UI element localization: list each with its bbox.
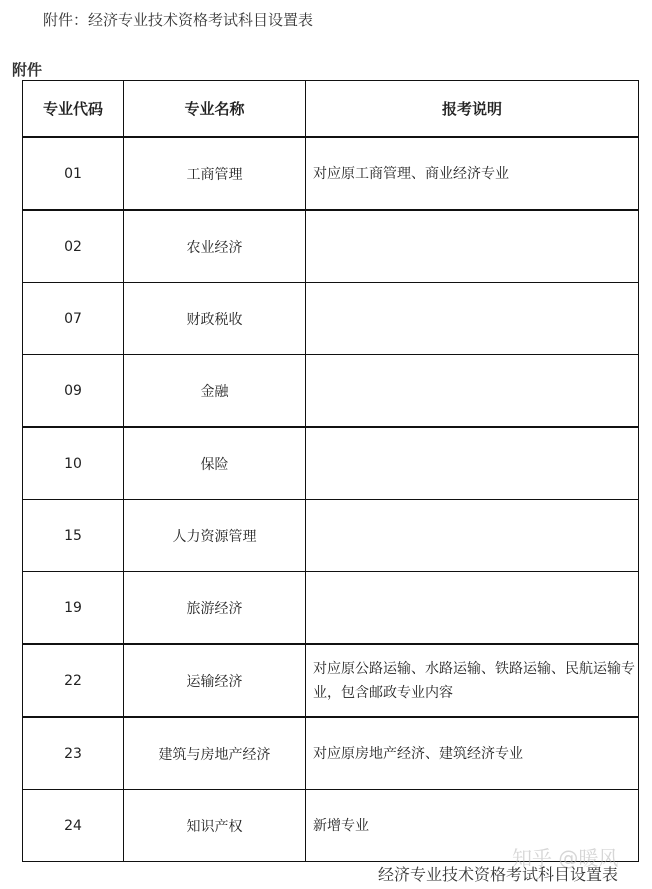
cell-code: 10 [23, 427, 124, 500]
cell-code: 07 [23, 283, 124, 355]
cell-name: 建筑与房地产经济 [124, 717, 306, 790]
cell-name: 知识产权 [124, 790, 306, 862]
cell-code: 24 [23, 790, 124, 862]
header-note: 报考说明 [306, 81, 639, 138]
table-row [23, 283, 639, 355]
cell-note: 对应原房地产经济、建筑经济专业 [306, 717, 639, 790]
table-row [23, 644, 639, 717]
table-row [23, 500, 639, 572]
table-caption: 经济专业技术资格考试科目设置表 [378, 865, 619, 884]
cell-note [306, 572, 639, 645]
cell-name: 金融 [124, 355, 306, 428]
cell-note [306, 500, 639, 572]
cell-name: 人力资源管理 [124, 500, 306, 572]
cell-name: 财政税收 [124, 283, 306, 355]
attachment-label: 附件 [12, 61, 43, 79]
subjects-table [22, 80, 639, 862]
cell-note [306, 355, 639, 428]
cell-name: 运输经济 [124, 644, 306, 717]
cell-name: 工商管理 [124, 137, 306, 210]
table-row [23, 717, 639, 790]
table-row [23, 427, 639, 500]
cell-code: 15 [23, 500, 124, 572]
table-row [23, 210, 639, 283]
table-row [23, 137, 639, 210]
table-row [23, 355, 639, 428]
cell-name: 保险 [124, 427, 306, 500]
watermark: 知乎 @暖风 [512, 846, 619, 870]
table-header-row [23, 81, 639, 138]
cell-note: 对应原工商管理、商业经济专业 [306, 137, 639, 210]
table-row [23, 572, 639, 645]
cell-code: 22 [23, 644, 124, 717]
cell-code: 02 [23, 210, 124, 283]
cell-note [306, 283, 639, 355]
cell-note [306, 210, 639, 283]
cell-note: 新增专业 [306, 790, 639, 862]
header-name: 专业名称 [124, 81, 306, 138]
cell-code: 23 [23, 717, 124, 790]
document-title: 附件：经济专业技术资格考试科目设置表 [43, 11, 314, 29]
cell-name: 农业经济 [124, 210, 306, 283]
cell-name: 旅游经济 [124, 572, 306, 645]
cell-code: 01 [23, 137, 124, 210]
cell-code: 09 [23, 355, 124, 428]
header-code: 专业代码 [23, 81, 124, 138]
cell-code: 19 [23, 572, 124, 645]
cell-note: 对应原公路运输、水路运输、铁路运输、民航运输专业，包含邮政专业内容 [306, 644, 639, 717]
cell-note [306, 427, 639, 500]
